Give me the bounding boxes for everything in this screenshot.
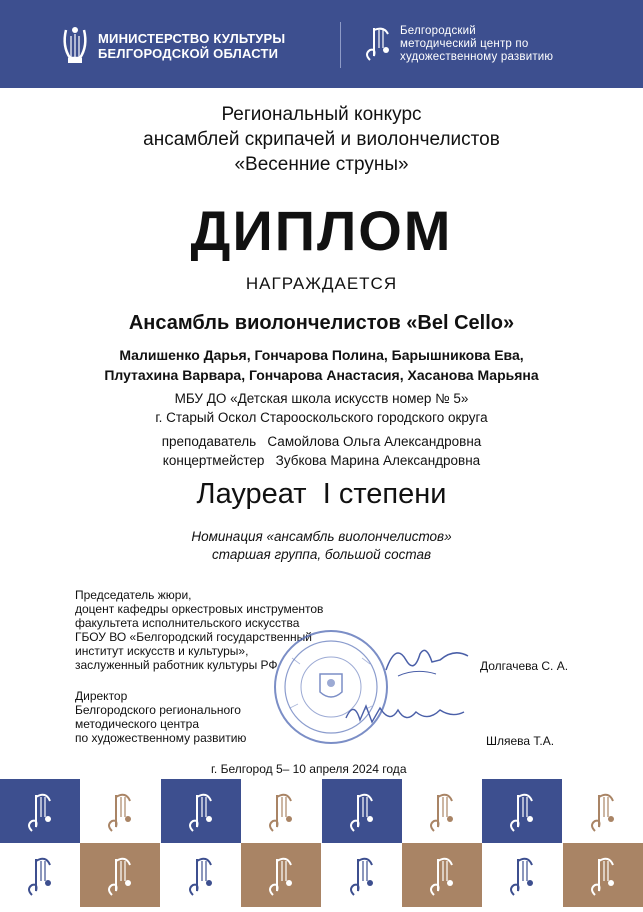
music-logo-icon	[362, 24, 392, 64]
signature	[340, 696, 470, 732]
music-logo-icon	[80, 843, 160, 907]
decorative-tile	[322, 779, 402, 843]
director-line4: по художественному развитию	[75, 731, 247, 745]
ministry-line1: МИНИСТЕРСТВО КУЛЬТУРЫ	[98, 31, 286, 46]
diploma-heading: ДИПЛОМ	[190, 199, 453, 262]
header-divider	[340, 22, 341, 68]
decorative-tile	[0, 779, 80, 843]
jury-line2: доцент кафедры оркестровых инструментов	[75, 602, 324, 616]
competition-title	[0, 102, 643, 177]
decorative-tile	[322, 843, 402, 907]
school-info	[0, 389, 643, 427]
ensemble-name: Ансамбль виолончелистов «Bel Cello»	[128, 312, 515, 334]
center-logo	[362, 24, 553, 64]
title-line2: ансамблей скрипачей и виолончелистов	[143, 129, 500, 150]
nomination-line1: Номинация «ансамбль виолончелистов»	[191, 529, 452, 544]
school-line2: г. Старый Оскол Старооскольского городского округа	[155, 410, 488, 425]
ministry-line2: БЕЛГОРОДСКОЙ ОБЛАСТИ	[98, 46, 279, 61]
music-logo-icon	[80, 779, 160, 843]
decorative-tile	[80, 779, 160, 843]
decorative-tile	[241, 843, 321, 907]
music-logo-icon	[0, 843, 80, 907]
music-logo-icon	[563, 779, 643, 843]
teachers-info	[0, 432, 643, 470]
decorative-tile	[402, 843, 482, 907]
music-logo-icon	[482, 779, 562, 843]
decorative-tile-band	[0, 779, 643, 907]
place-date: г. Белгород 5– 10 апреля 2024 года	[211, 762, 407, 776]
music-logo-icon	[402, 843, 482, 907]
jury-line6: заслуженный работник культуры РФ	[75, 658, 278, 672]
music-logo-icon	[161, 843, 241, 907]
jury-line1: Председатель жюри,	[75, 588, 192, 602]
director-line2: Белгородского регионального	[75, 703, 241, 717]
title-line3: «Весенние струны»	[234, 154, 409, 175]
decorative-tile	[241, 779, 321, 843]
decorative-tile	[402, 779, 482, 843]
ministry-logo	[60, 26, 285, 66]
jury-chair-name: Долгачева С. А.	[480, 659, 569, 673]
decorative-tile	[80, 843, 160, 907]
decorative-tile	[161, 779, 241, 843]
header-banner	[0, 0, 643, 88]
signature	[376, 640, 476, 680]
awarded-label: НАГРАЖДАЕТСЯ	[245, 274, 398, 293]
nomination	[0, 528, 643, 564]
jury-line4: ГБОУ ВО «Белгородский государственный	[75, 630, 312, 644]
lyre-logo-icon	[60, 26, 90, 66]
jury-line5: институт искусств и культуры»,	[75, 644, 249, 658]
music-logo-icon	[402, 779, 482, 843]
center-name	[400, 25, 553, 64]
title-line1: Региональный конкурс	[221, 104, 422, 125]
decorative-tile	[161, 843, 241, 907]
music-logo-icon	[0, 779, 80, 843]
director-block	[75, 689, 246, 745]
decorative-tile	[563, 843, 643, 907]
school-line1: МБУ ДО «Детская школа искусств номер № 5»	[174, 391, 469, 406]
decorative-tile	[0, 843, 80, 907]
director-line1: Директор	[75, 689, 128, 703]
music-logo-icon	[241, 779, 321, 843]
music-logo-icon	[161, 779, 241, 843]
music-logo-icon	[482, 843, 562, 907]
decorative-tile	[563, 779, 643, 843]
decorative-tile	[482, 843, 562, 907]
music-logo-icon	[563, 843, 643, 907]
ministry-name	[98, 31, 285, 61]
members-list	[0, 345, 643, 385]
center-line3: художественному развитию	[400, 50, 554, 63]
director-line3: методического центра	[75, 717, 199, 731]
center-line2: методический центр по	[400, 37, 529, 50]
music-logo-icon	[241, 843, 321, 907]
music-logo-icon	[322, 779, 402, 843]
accompanist-line: концертмейстер Зубкова Марина Александровна	[162, 453, 481, 468]
center-line1: Белгородский	[400, 24, 476, 37]
music-logo-icon	[322, 843, 402, 907]
nomination-line2: старшая группа, большой состав	[211, 547, 432, 562]
director-name: Шляева Т.А.	[486, 734, 555, 748]
laureate-title: Лауреат I степени	[196, 478, 447, 510]
teacher-line: преподаватель Самойлова Ольга Александровна	[161, 434, 482, 449]
decorative-tile	[482, 779, 562, 843]
jury-line3: факультета исполнительского искусства	[75, 616, 300, 630]
members-line2: Плутахина Варвара, Гончарова Анастасия, Хасанова Марьяна	[104, 367, 539, 383]
members-line1: Малишенко Дарья, Гончарова Полина, Барышникова Ева,	[119, 347, 524, 363]
